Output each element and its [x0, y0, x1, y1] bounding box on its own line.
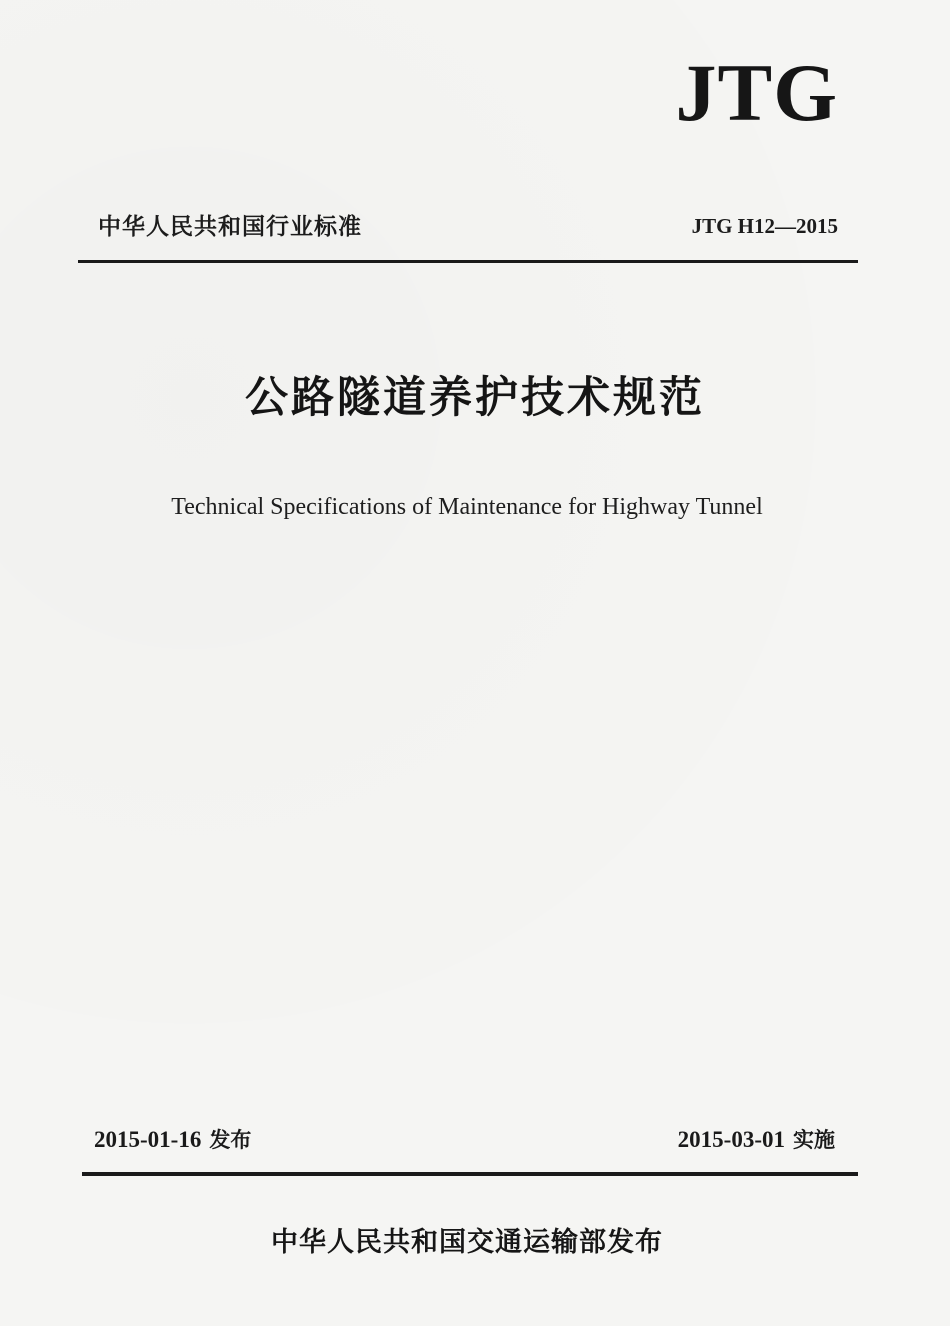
document-title-english: Technical Specifications of Maintenance for Highway Tunnel [171, 494, 763, 520]
header-row [98, 208, 838, 248]
issue-label: 发布 [209, 1128, 252, 1152]
top-divider [78, 260, 858, 263]
industry-standard-label: 中华人民共和国行业标准 [98, 214, 362, 240]
issue-date-block [94, 1124, 251, 1154]
jtg-logo: JTG [675, 47, 838, 138]
bottom-divider [82, 1172, 858, 1176]
publisher: 中华人民共和国交通运输部发布 [271, 1227, 663, 1258]
standard-code: JTG H12—2015 [691, 214, 838, 238]
dates-row [94, 1124, 835, 1158]
issue-date: 2015-01-16 [94, 1127, 202, 1152]
effective-date-block [678, 1124, 835, 1154]
effective-date: 2015-03-01 [677, 1127, 785, 1152]
document-title-chinese: 公路隧道养护技术规范 [245, 373, 705, 423]
effective-label: 实施 [793, 1128, 835, 1152]
